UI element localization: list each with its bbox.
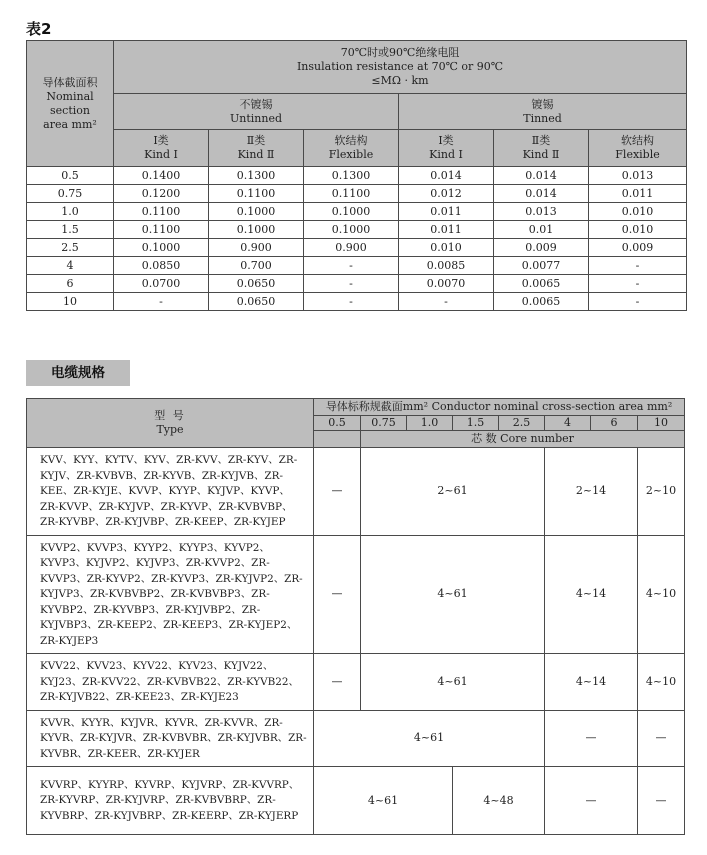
resistance-cell: 0.0065 xyxy=(494,293,589,311)
resistance-cell: 0.1000 xyxy=(114,239,209,257)
resistance-cell: 0.012 xyxy=(399,185,494,203)
resistance-cell: 0.900 xyxy=(209,239,304,257)
core-range-cell: 4~61 xyxy=(314,767,453,835)
kind-header: Ⅰ类 Kind Ⅰ xyxy=(114,130,209,167)
core-range-cell: — xyxy=(545,767,638,835)
resistance-cell: 0.1400 xyxy=(114,167,209,185)
core-range-cell: 4~61 xyxy=(361,654,545,711)
resistance-cell: 0.1000 xyxy=(304,221,399,239)
untinned-header: 不镀锡 Untinned xyxy=(114,94,399,130)
section-area-cell: 4 xyxy=(27,257,114,275)
section-area-cell: 2.5 xyxy=(27,239,114,257)
resistance-cell: 0.014 xyxy=(494,167,589,185)
resistance-cell: 0.011 xyxy=(399,221,494,239)
resistance-cell: - xyxy=(589,257,687,275)
resistance-cell: - xyxy=(304,275,399,293)
resistance-cell: 0.0085 xyxy=(399,257,494,275)
tinned-header: 镀锡 Tinned xyxy=(399,94,687,130)
conductor-area-header: 导体截面积 Nominal section area mm² xyxy=(27,41,114,167)
resistance-cell: 0.013 xyxy=(494,203,589,221)
resistance-cell: 0.0700 xyxy=(114,275,209,293)
size-header: 6 xyxy=(591,416,638,431)
type-list: KVV22、KVV23、KYV22、KYV23、KYJV22、KYJ23、ZR-KVV22、ZR-KVBVB22、ZR-KYVB22、ZR-KYJVB22、ZR-KEE23、ZR-KYJE23 xyxy=(27,654,314,711)
resistance-cell: 0.1100 xyxy=(304,185,399,203)
type-list: KVVP2、KVVP3、KYYP2、KYYP3、KYVP2、KYVP3、KYJVP2、KYJVP3、ZR-KVVP2、ZR-KVVP3、ZR-KYVP2、ZR-KYVP3、ZR-KYJVP2、ZR-KYJVP3、ZR-KVBVBP2、ZR-KVBVBP3、ZR-KYVBP2、ZR-KYVBP3、ZR-KYJVBP2、ZR-KYJVBP3、ZR-KEEP2、ZR-KEEP3、ZR-KYJEP2、ZR-KYJEP3 xyxy=(27,535,314,654)
resistance-cell: 0.1300 xyxy=(209,167,304,185)
type-list: KVV、KYY、KYTV、KYV、ZR-KVV、ZR-KYV、ZR-KYJV、ZR-KVBVB、ZR-KYVB、ZR-KYJVB、ZR-KEE、ZR-KYJE、KVVP、KYYP、KYJVP、KYVP、ZR-KVVP、ZR-KYJVP、ZR-KYVP、ZR-KVBVBP、ZR-KYVBP、ZR-KYJVBP、ZR-KEEP、ZR-KYJEP xyxy=(27,448,314,536)
resistance-cell: - xyxy=(304,257,399,275)
core-range-cell: — xyxy=(545,710,638,767)
size-header: 4 xyxy=(545,416,591,431)
core-number-header: 芯 数 Core number xyxy=(361,431,685,448)
resistance-cell: 0.0070 xyxy=(399,275,494,293)
resistance-cell: 0.009 xyxy=(494,239,589,257)
type-header: 型 号 Type xyxy=(27,399,314,448)
table-row xyxy=(27,257,687,275)
table-row xyxy=(27,221,687,239)
resistance-cell: 0.013 xyxy=(589,167,687,185)
resistance-cell: 0.1000 xyxy=(209,221,304,239)
core-range-cell: 2~61 xyxy=(361,448,545,536)
resistance-cell: 0.01 xyxy=(494,221,589,239)
core-range-cell: 4~14 xyxy=(545,535,638,654)
resistance-cell: 0.700 xyxy=(209,257,304,275)
insulation-resistance-table xyxy=(26,40,687,311)
core-range-cell: — xyxy=(314,448,361,536)
core-range-cell: 4~14 xyxy=(545,654,638,711)
cable-spec-table xyxy=(26,398,685,835)
resistance-header: 70℃时或90℃绝缘电阻 Insulation resistance at 70℃ or 90℃ ≤MΩ · km xyxy=(114,41,687,94)
cable-spec-title: 电缆规格 xyxy=(26,360,130,386)
resistance-cell: 0.1000 xyxy=(304,203,399,221)
core-number-blank xyxy=(314,431,361,448)
kind-header: 软结构 Flexible xyxy=(304,130,399,167)
resistance-cell: - xyxy=(589,275,687,293)
size-header: 1.0 xyxy=(407,416,453,431)
kind-header: Ⅱ类 Kind Ⅱ xyxy=(209,130,304,167)
core-range-cell: 4~61 xyxy=(314,710,545,767)
core-range-cell: — xyxy=(638,767,685,835)
core-range-cell: 4~10 xyxy=(638,535,685,654)
section-area-cell: 10 xyxy=(27,293,114,311)
core-range-cell: — xyxy=(638,710,685,767)
resistance-cell: 0.014 xyxy=(494,185,589,203)
size-header: 0.5 xyxy=(314,416,361,431)
table-row xyxy=(27,203,687,221)
resistance-cell: 0.0650 xyxy=(209,275,304,293)
core-range-cell: 4~10 xyxy=(638,654,685,711)
core-range-cell: 4~48 xyxy=(453,767,545,835)
core-range-cell: 2~14 xyxy=(545,448,638,536)
resistance-cell: 0.1000 xyxy=(209,203,304,221)
table-row xyxy=(27,293,687,311)
resistance-cell: 0.0850 xyxy=(114,257,209,275)
size-header: 2.5 xyxy=(499,416,545,431)
table-row xyxy=(27,275,687,293)
type-list: KVVRP、KYYRP、KYVRP、KYJVRP、ZR-KVVRP、ZR-KYVRP、ZR-KYJVRP、ZR-KVBVBRP、ZR-KYVBRP、ZR-KYJVBRP、ZR-KEERP、ZR-KYJERP xyxy=(27,767,314,835)
core-range-cell: 4~61 xyxy=(361,535,545,654)
resistance-cell: - xyxy=(304,293,399,311)
core-range-cell: 2~10 xyxy=(638,448,685,536)
resistance-cell: 0.010 xyxy=(589,221,687,239)
resistance-cell: 0.0650 xyxy=(209,293,304,311)
resistance-cell: 0.011 xyxy=(399,203,494,221)
size-header: 10 xyxy=(638,416,685,431)
type-list: KVVR、KYYR、KYJVR、KYVR、ZR-KVVR、ZR-KYVR、ZR-KYJVR、ZR-KVBVBR、ZR-KYJVBR、ZR-KYVBR、ZR-KEER、ZR-KYJER xyxy=(27,710,314,767)
resistance-cell: - xyxy=(589,293,687,311)
table2-label: 表2 xyxy=(26,20,52,38)
resistance-cell: 0.0065 xyxy=(494,275,589,293)
kind-header: Ⅱ类 Kind Ⅱ xyxy=(494,130,589,167)
resistance-cell: 0.1300 xyxy=(304,167,399,185)
resistance-cell: - xyxy=(399,293,494,311)
table-row xyxy=(27,185,687,203)
size-header: 1.5 xyxy=(453,416,499,431)
resistance-cell: 0.010 xyxy=(399,239,494,257)
resistance-cell: - xyxy=(114,293,209,311)
size-header: 0.75 xyxy=(361,416,407,431)
resistance-cell: 0.010 xyxy=(589,203,687,221)
section-area-cell: 0.75 xyxy=(27,185,114,203)
section-area-cell: 1.0 xyxy=(27,203,114,221)
table-row xyxy=(27,167,687,185)
resistance-cell: 0.0077 xyxy=(494,257,589,275)
resistance-cell: 0.014 xyxy=(399,167,494,185)
resistance-cell: 0.1100 xyxy=(114,221,209,239)
kind-header: 软结构 Flexible xyxy=(589,130,687,167)
kind-header: Ⅰ类 Kind Ⅰ xyxy=(399,130,494,167)
resistance-cell: 0.009 xyxy=(589,239,687,257)
resistance-cell: 0.1100 xyxy=(114,203,209,221)
resistance-cell: 0.011 xyxy=(589,185,687,203)
resistance-cell: 0.1100 xyxy=(209,185,304,203)
section-area-cell: 1.5 xyxy=(27,221,114,239)
core-range-cell: — xyxy=(314,535,361,654)
section-area-cell: 0.5 xyxy=(27,167,114,185)
area-header: 导体标称规截面mm² Conductor nominal cross-section area mm² xyxy=(314,399,685,416)
section-area-cell: 6 xyxy=(27,275,114,293)
core-range-cell: — xyxy=(314,654,361,711)
resistance-cell: 0.1200 xyxy=(114,185,209,203)
resistance-cell: 0.900 xyxy=(304,239,399,257)
table-row xyxy=(27,239,687,257)
